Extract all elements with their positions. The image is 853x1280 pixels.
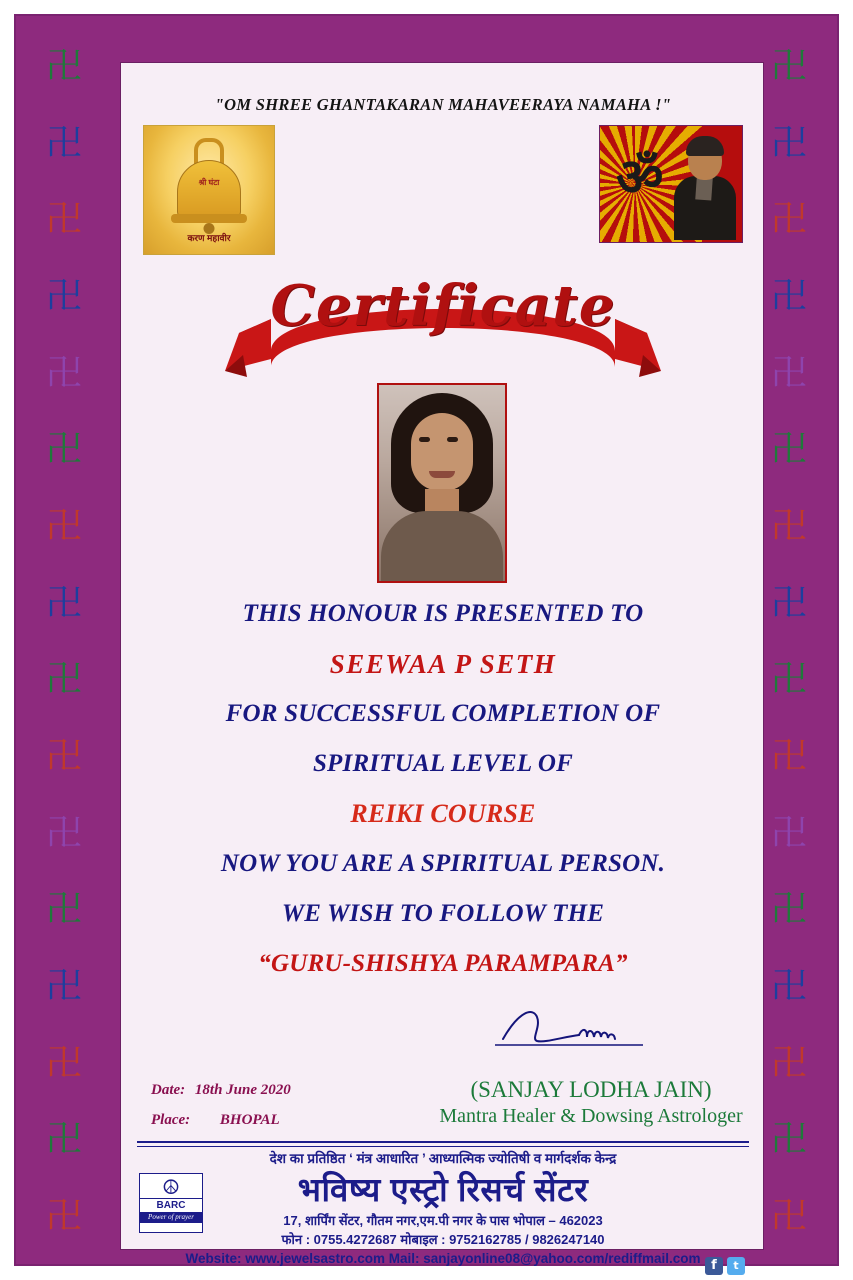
mantra-heading: "OM SHREE GHANTAKARAN MAHAVEERAYA NAMAHA !" — [214, 95, 672, 114]
citation-line-8: “GURU-SHISHYA PARAMPARA” — [258, 950, 628, 977]
swastika-icon — [768, 889, 810, 931]
footer-org-name: भविष्य एस्ट्रो रिसर्च सेंटर — [297, 1171, 589, 1208]
swastika-glyph: 卍 — [45, 582, 82, 624]
recipient-face-shape — [411, 413, 473, 491]
swastika-icon — [43, 736, 85, 778]
citation-line-6: NOW YOU ARE A SPIRITUAL PERSON. — [220, 850, 666, 877]
citation-line-4: SPIRITUAL LEVEL OF — [312, 750, 574, 777]
swastika-icon — [43, 1043, 85, 1085]
place-label: Place: — [151, 1112, 191, 1128]
bell-caption-bottom: करण महावीर — [187, 233, 231, 243]
citation-line-3: FOR SUCCESSFUL COMPLETION OF — [225, 700, 661, 727]
swastika-glyph: 卍 — [45, 429, 82, 471]
swastika-glyph: 卍 — [45, 965, 82, 1007]
swastika-icon — [43, 583, 85, 625]
citation-line-7: WE WISH TO FOLLOW THE — [281, 900, 605, 927]
certificate-ribbon — [121, 259, 765, 389]
swastika-border-right — [761, 46, 817, 1238]
swastika-icon — [768, 353, 810, 395]
swastika-icon — [768, 276, 810, 318]
swastika-icon — [43, 813, 85, 855]
issue-details — [151, 1075, 291, 1135]
swastika-glyph: 卍 — [770, 659, 807, 701]
swastika-icon — [43, 46, 85, 88]
swastika-glyph: 卍 — [45, 889, 82, 931]
swastika-icon — [43, 966, 85, 1008]
swastika-glyph: 卍 — [45, 1195, 82, 1237]
om-icon: ॐ — [616, 148, 664, 208]
swastika-glyph: 卍 — [45, 659, 82, 701]
swastika-icon — [43, 353, 85, 395]
bell-caption-top: श्री घंटा — [198, 178, 220, 187]
swastika-icon — [43, 199, 85, 241]
footer-phones: फोन : 0755.4272687 मोबाइल : 9752162785 / 9826247140 — [281, 1232, 605, 1247]
swastika-glyph: 卍 — [770, 1042, 807, 1084]
twitter-icon[interactable]: t — [727, 1257, 745, 1275]
swastika-glyph: 卍 — [770, 1195, 807, 1237]
swastika-glyph: 卍 — [45, 812, 82, 854]
decorative-purple-frame — [14, 14, 839, 1273]
swastika-icon — [43, 1196, 85, 1238]
swastika-icon — [768, 199, 810, 241]
swastika-icon — [43, 1119, 85, 1161]
swastika-glyph: 卍 — [770, 122, 807, 164]
om-symbol-guru-photo — [599, 125, 743, 243]
ghantakaran-bell-image — [143, 125, 275, 255]
certificate-body — [120, 62, 764, 1273]
swastika-icon — [768, 46, 810, 88]
guru-collar-shape — [695, 177, 712, 200]
swastika-icon — [768, 1196, 810, 1238]
swastika-glyph: 卍 — [770, 965, 807, 1007]
swastika-icon — [43, 659, 85, 701]
swastika-glyph: 卍 — [770, 582, 807, 624]
barc-emblem-icon: ☮ — [162, 1175, 180, 1199]
swastika-glyph: 卍 — [45, 735, 82, 777]
swastika-glyph: 卍 — [770, 352, 807, 394]
swastika-border-left — [36, 46, 92, 1238]
swastika-icon — [768, 966, 810, 1008]
swastika-glyph: 卍 — [45, 505, 82, 547]
footer-website[interactable]: Website: www.jewelsastro.com Mail: sanjayonline08@yahoo.com/rediffmail.com — [185, 1251, 701, 1266]
recipient-eye-left — [419, 437, 430, 442]
citation-line-1: THIS HONOUR IS PRESENTED TO — [242, 600, 644, 627]
handwritten-signature — [493, 1005, 653, 1049]
swastika-icon — [768, 1043, 810, 1085]
recipient-name: SEEWAA P SETH — [329, 649, 557, 679]
swastika-glyph: 卍 — [770, 889, 807, 931]
swastika-icon — [768, 659, 810, 701]
swastika-icon — [43, 889, 85, 931]
course-name: REIKI COURSE — [350, 799, 536, 828]
swastika-glyph: 卍 — [770, 1119, 807, 1161]
recipient-eye-right — [447, 437, 458, 442]
bell-lip-icon — [171, 214, 247, 223]
social-links[interactable] — [705, 1257, 745, 1275]
swastika-icon — [43, 276, 85, 318]
swastika-glyph: 卍 — [45, 199, 82, 241]
bell-body-icon — [177, 160, 241, 218]
date-value: 18th June 2020 — [194, 1082, 291, 1098]
swastika-icon — [43, 123, 85, 165]
swastika-glyph: 卍 — [770, 199, 807, 241]
swastika-glyph: 卍 — [770, 46, 807, 87]
date-label: Date: — [151, 1082, 186, 1098]
certificate-title: Certificate — [270, 273, 616, 339]
issue-place-row — [151, 1105, 291, 1135]
recipient-photo — [377, 383, 507, 583]
swastika-glyph: 卍 — [45, 122, 82, 164]
citation-text — [121, 589, 765, 989]
swastika-glyph: 卍 — [45, 275, 82, 317]
swastika-icon — [768, 736, 810, 778]
barc-logo-name: BARC — [140, 1198, 202, 1212]
swastika-icon — [768, 813, 810, 855]
swastika-icon — [768, 1119, 810, 1161]
swastika-icon — [768, 506, 810, 548]
swastika-glyph: 卍 — [45, 1042, 82, 1084]
footer-block — [121, 1149, 765, 1269]
swastika-icon — [768, 583, 810, 625]
swastika-glyph: 卍 — [770, 812, 807, 854]
guru-portrait — [672, 132, 738, 238]
footer-address: 17, शार्पिंग सेंटर, गौतम नगर,एम.पी नगर के पास भोपाल – 462023 — [283, 1213, 603, 1228]
swastika-glyph: 卍 — [45, 352, 82, 394]
swastika-glyph: 卍 — [770, 429, 807, 471]
swastika-icon — [43, 429, 85, 471]
swastika-icon — [43, 506, 85, 548]
swastika-icon — [768, 429, 810, 471]
swastika-glyph: 卍 — [770, 505, 807, 547]
facebook-icon[interactable]: f — [705, 1257, 723, 1275]
swastika-glyph: 卍 — [770, 275, 807, 317]
signer-name: (SANJAY LODHA JAIN) — [470, 1077, 712, 1102]
footer-divider — [137, 1141, 749, 1147]
recipient-shoulders-shape — [381, 511, 503, 581]
signer-title: Mantra Healer & Dowsing Astrologer — [439, 1105, 743, 1127]
place-value: BHOPAL — [219, 1112, 280, 1128]
recipient-mouth — [429, 471, 455, 478]
swastika-glyph: 卍 — [45, 46, 82, 87]
issue-date-row — [151, 1075, 291, 1105]
barc-logo-tagline: Power of prayer — [140, 1212, 202, 1223]
swastika-glyph: 卍 — [45, 1119, 82, 1161]
guru-hair-shape — [686, 136, 724, 156]
swastika-glyph: 卍 — [770, 735, 807, 777]
footer-tagline: देश का प्रतिष्ठित ‘ मंत्र आधारित ’ आध्यात्मिक ज्योतिषी व मार्गदर्शक केन्द्र — [269, 1151, 617, 1166]
swastika-icon — [768, 123, 810, 165]
